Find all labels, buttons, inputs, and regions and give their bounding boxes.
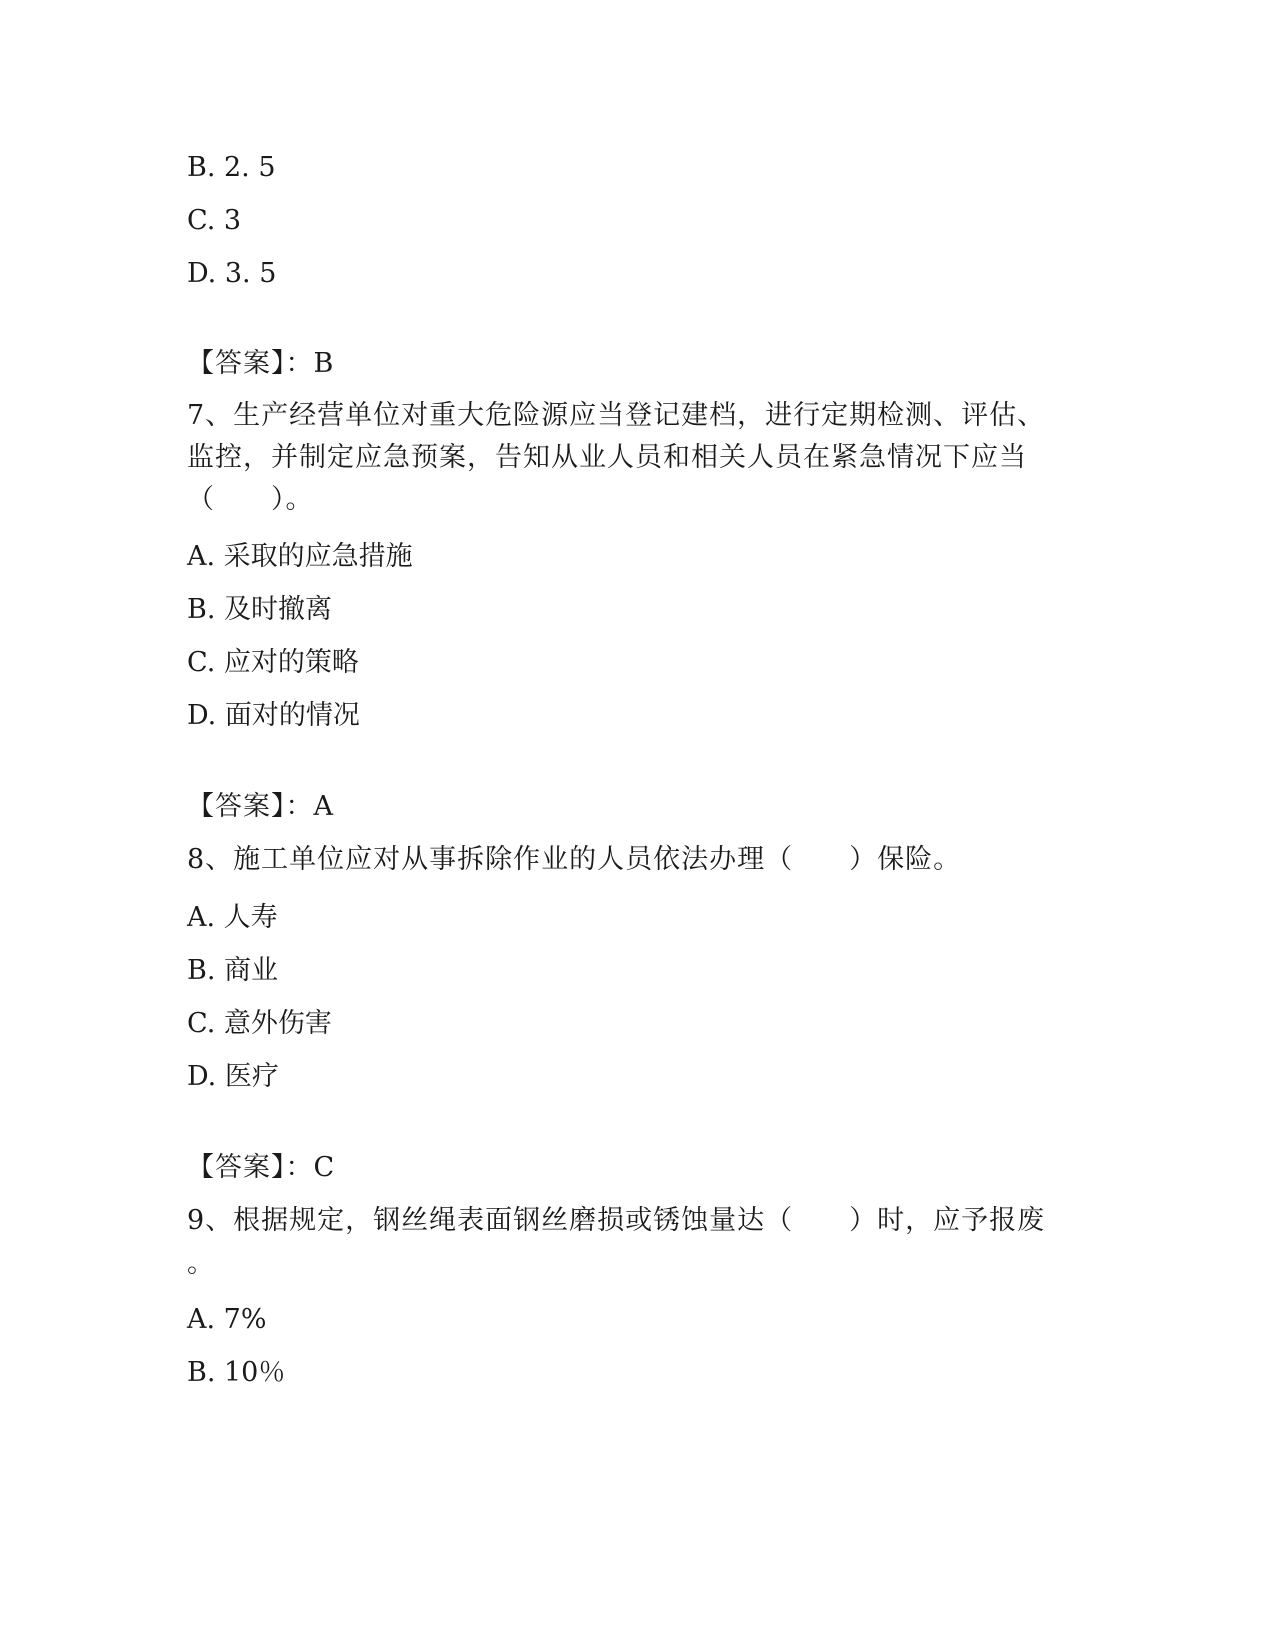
q6-option-b: B. 2. 5	[187, 152, 276, 183]
q7-option-d: D. 面对的情况	[187, 700, 360, 731]
q6-answer: 【答案】：B	[187, 348, 335, 379]
q8-option-c: C. 意外伤害	[187, 1008, 332, 1039]
q7-option-c: C. 应对的策略	[187, 647, 359, 678]
q9-stem-line-2: 。	[187, 1248, 215, 1279]
q6-option-c: C. 3	[187, 205, 242, 236]
q8-answer: 【答案】：C	[187, 1152, 336, 1183]
q8-stem-line-1: 8、施工单位应对从事拆除作业的人员依法办理（ ）保险。	[187, 844, 962, 875]
q7-option-b: B. 及时撤离	[187, 594, 333, 625]
q7-stem-line-3: （ ）。	[187, 484, 314, 515]
q9-option-a: A. 7%	[187, 1304, 267, 1335]
q8-option-b: B. 商业	[187, 955, 279, 986]
q9-option-b: B. 10％	[187, 1357, 286, 1388]
q7-stem-line-2: 监控，并制定应急预案，告知从业人员和相关人员在紧急情况下应当	[187, 442, 1027, 473]
q9-stem-line-1: 9、根据规定，钢丝绳表面钢丝磨损或锈蚀量达（ ）时，应予报废	[187, 1205, 1046, 1236]
q8-option-d: D. 医疗	[187, 1061, 279, 1092]
q8-option-a: A. 人寿	[187, 902, 278, 933]
q7-option-a: A. 采取的应急措施	[187, 541, 413, 572]
q7-stem-line-1: 7、生产经营单位对重大危险源应当登记建档，进行定期检测、评估、	[187, 400, 1046, 431]
q6-option-d: D. 3. 5	[187, 258, 277, 289]
q7-answer: 【答案】：A	[187, 791, 334, 822]
